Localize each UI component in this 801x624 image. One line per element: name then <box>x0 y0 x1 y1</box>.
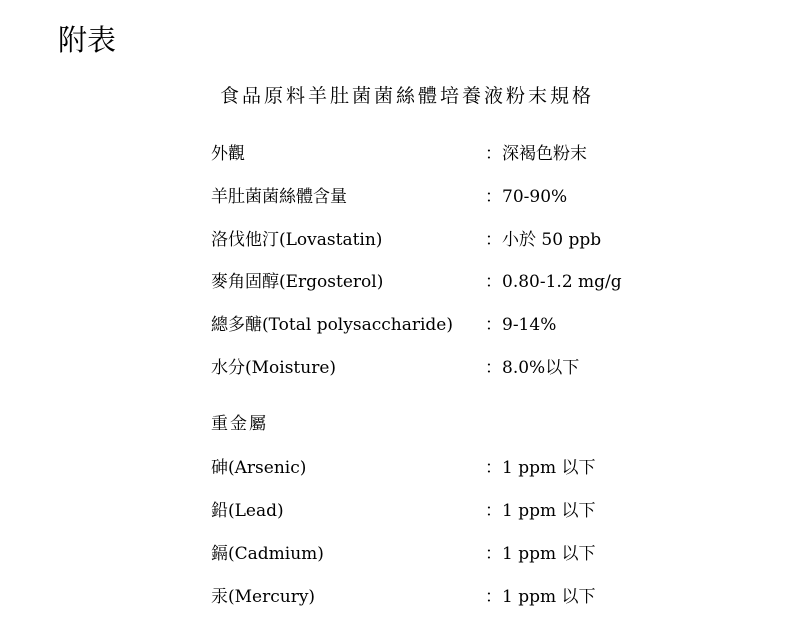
heavy-metal-label: 鉛(Lead) <box>211 501 284 521</box>
spec-label: 洛伐他汀(Lovastatin) <box>211 230 383 250</box>
heavy-metals-heading: 重金屬 <box>211 414 268 434</box>
appendix-heading: 附表 <box>58 23 117 57</box>
heavy-metal-label: 鎘(Cadmium) <box>211 544 324 564</box>
spec-label: 麥角固醇(Ergosterol) <box>211 272 384 292</box>
heavy-metal-value: ：1 ppm 以下 <box>485 501 596 521</box>
heavy-metal-value: ：1 ppm 以下 <box>485 587 596 607</box>
spec-value: ：9-14% <box>485 315 557 335</box>
spec-value: ：70-90% <box>485 187 568 207</box>
spec-value: ：深褐色粉末 <box>485 144 587 164</box>
spec-value: ：8.0%以下 <box>485 358 580 378</box>
spec-label: 總多醣(Total polysaccharide) <box>211 315 453 335</box>
spec-value: ：0.80-1.2 mg/g <box>485 272 622 292</box>
heavy-metal-value: ：1 ppm 以下 <box>485 544 596 564</box>
spec-label: 外觀 <box>211 144 245 164</box>
spec-label: 水分(Moisture) <box>211 358 337 378</box>
spec-label: 羊肚菌菌絲體含量 <box>211 187 347 207</box>
heavy-metal-label: 汞(Mercury) <box>211 587 316 607</box>
spec-value: ：小於 50 ppb <box>485 230 602 250</box>
document-title: 食品原料羊肚菌菌絲體培養液粉末規格 <box>220 85 595 107</box>
heavy-metal-value: ：1 ppm 以下 <box>485 458 596 478</box>
heavy-metal-label: 砷(Arsenic) <box>211 458 307 478</box>
